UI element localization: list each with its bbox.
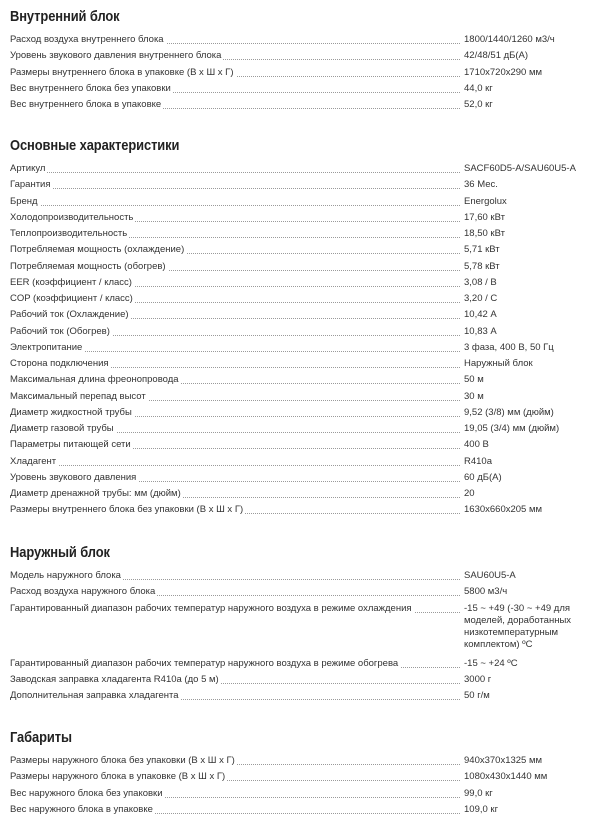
dotted-leader: [10, 172, 460, 173]
spec-row: [10, 226, 592, 242]
spec-label: Сторона подключения: [10, 356, 111, 372]
spec-label: Уровень звукового давления внутреннего блока: [10, 48, 223, 64]
section-title: Основные характеристики: [10, 137, 180, 154]
dotted-leader: [10, 188, 460, 189]
spec-label: Вес внутреннего блока в упаковке: [10, 97, 163, 113]
spec-value: R410a: [464, 455, 492, 467]
spec-label: Потребляемая мощность (обогрев): [10, 259, 168, 275]
spec-label: Потребляемая мощность (охлаждение): [10, 242, 186, 258]
spec-label: Гарантия: [10, 177, 53, 193]
spec-row: [10, 568, 592, 584]
spec-label: Модель наружного блока: [10, 568, 123, 584]
spec-row: [10, 688, 592, 704]
spec-value: 10,83 А: [464, 325, 497, 337]
spec-row: [10, 210, 592, 226]
spec-row: [10, 65, 592, 81]
spec-label: Бренд: [10, 194, 40, 210]
spec-row: [10, 769, 592, 785]
spec-value: 1710x720x290 мм: [464, 66, 543, 78]
spec-row: [10, 242, 592, 258]
section-title: Внутренний блок: [10, 8, 120, 25]
spec-label: Параметры питающей сети: [10, 437, 133, 453]
spec-value: -15 ~ +24 ºС: [464, 657, 518, 669]
spec-row: [10, 437, 592, 453]
spec-row: [10, 307, 592, 323]
spec-row: [10, 405, 592, 421]
spec-value: 1080x430x1440 мм: [464, 771, 548, 783]
spec-row: [10, 470, 592, 486]
spec-row: [10, 421, 592, 437]
spec-row: [10, 161, 592, 177]
spec-value: 5,78 кВт: [464, 260, 500, 272]
spec-row: [10, 291, 592, 307]
spec-label: Холодопроизводительность: [10, 210, 135, 226]
spec-label: Вес наружного блока без упаковки: [10, 786, 165, 802]
spec-row: [10, 372, 592, 388]
spec-value: 10,42 А: [464, 309, 497, 321]
spec-value: SAU60U5-A: [464, 570, 516, 581]
spec-row: [10, 584, 592, 600]
spec-value: 3,08 / B: [464, 276, 497, 288]
spec-label: Максимальная длина фреонопровода: [10, 372, 181, 388]
spec-row: [10, 672, 592, 688]
spec-label: Вес наружного блока в упаковке: [10, 802, 155, 818]
spec-row: [10, 97, 592, 113]
spec-value: SACF60D5-A/SAU60U5-A: [464, 163, 576, 174]
spec-value: 20: [464, 488, 475, 499]
spec-label: Теплопроизводительность: [10, 226, 129, 242]
spec-label: Диаметр дренажной трубы: мм (дюйм): [10, 486, 183, 502]
spec-label: Размеры внутреннего блока без упаковки (В x Ш x Г): [10, 502, 245, 518]
spec-label: Электропитание: [10, 340, 84, 356]
spec-label: Диаметр газовой трубы: [10, 421, 116, 437]
spec-row: [10, 340, 592, 356]
spec-label: Артикул: [10, 161, 47, 177]
spec-value: 400 В: [464, 439, 489, 451]
spec-label: Дополнительная заправка хладагента: [10, 688, 181, 704]
spec-label: COP (коэффициент / класс): [10, 291, 135, 307]
spec-row: [10, 324, 592, 340]
spec-label: Гарантированный диапазон рабочих температур наружного воздуха в режиме охлаждения: [10, 601, 414, 617]
spec-value: 36 Мес.: [464, 179, 498, 191]
spec-row: [10, 753, 592, 769]
spec-label: Размеры наружного блока без упаковки (В x Ш x Г): [10, 753, 237, 769]
spec-value: 1630x660x205 мм: [464, 504, 543, 516]
spec-value: 99,0 кг: [464, 787, 493, 799]
spec-value: 17,60 кВт: [464, 211, 505, 223]
spec-label: Рабочий ток (Обогрев): [10, 324, 112, 340]
spec-value: 18,50 кВт: [464, 228, 505, 239]
spec-value: 60 дБ(А): [464, 471, 502, 483]
spec-value: 3000 г: [464, 673, 492, 685]
spec-label: Расход воздуха внутреннего блока: [10, 32, 166, 48]
spec-label: Расход воздуха наружного блока: [10, 584, 157, 600]
spec-value: Наружный блок: [464, 358, 533, 369]
section-title: Наружный блок: [10, 544, 110, 561]
spec-label: Рабочий ток (Охлаждение): [10, 307, 131, 323]
spec-row: [10, 356, 592, 372]
spec-label: EER (коэффициент / класс): [10, 275, 134, 291]
spec-label: Максимальный перепад высот: [10, 389, 148, 405]
spec-value: 3,20 / C: [464, 293, 498, 304]
spec-row: [10, 786, 592, 802]
spec-label: Диаметр жидкостной трубы: [10, 405, 134, 421]
spec-value: 50 г/м: [464, 690, 490, 701]
spec-row: [10, 502, 592, 518]
spec-row: [10, 177, 592, 193]
spec-row: [10, 486, 592, 502]
spec-value: 5,71 кВт: [464, 244, 500, 256]
spec-value: 5800 м3/ч: [464, 586, 508, 598]
dotted-leader: [10, 205, 460, 206]
spec-label: Уровень звукового давления: [10, 470, 138, 486]
spec-row: [10, 194, 592, 210]
dotted-leader: [10, 465, 460, 466]
section-title: Габариты: [10, 729, 72, 746]
spec-row: [10, 81, 592, 97]
spec-row: [10, 275, 592, 291]
spec-row: [10, 802, 592, 818]
spec-value: 19,05 (3/4) мм (дюйм): [464, 423, 560, 434]
spec-label: Хладагент: [10, 454, 58, 470]
spec-value: 30 м: [464, 390, 484, 402]
spec-row: [10, 656, 592, 672]
spec-label: Размеры внутреннего блока в упаковке (В x Ш x Г): [10, 65, 236, 81]
spec-value: 9,52 (3/8) мм (дюйм): [464, 406, 554, 418]
spec-value: 44,0 кг: [464, 82, 493, 94]
spec-value: Energolux: [464, 195, 507, 207]
spec-row: [10, 601, 592, 650]
spec-row: [10, 389, 592, 405]
spec-value: 42/48/51 дБ(А): [464, 50, 529, 62]
spec-row: [10, 32, 592, 48]
spec-row: [10, 454, 592, 470]
spec-value: 109,0 кг: [464, 803, 499, 815]
spec-value: 3 фаза, 400 В, 50 Гц: [464, 341, 554, 353]
spec-value: 52,0 кг: [464, 99, 493, 110]
spec-value: -15 ~ +49 (-30 ~ +49 для моделей, доработанных низкотемпературным комплектом) ºС: [464, 602, 572, 650]
spec-label: Вес внутреннего блока без упаковки: [10, 81, 173, 97]
spec-value: 940x370x1325 мм: [464, 755, 543, 766]
spec-label: Размеры наружного блока в упаковке (В x Ш x Г): [10, 769, 227, 785]
spec-label: Гарантированный диапазон рабочих температур наружного воздуха в режиме обогрева: [10, 656, 400, 672]
spec-label: Заводская заправка хладагента R410a (до 5 м): [10, 672, 221, 688]
spec-value: 1800/1440/1260 м3/ч: [464, 34, 555, 45]
spec-row: [10, 48, 592, 64]
spec-row: [10, 259, 592, 275]
spec-value: 50 м: [464, 374, 484, 386]
